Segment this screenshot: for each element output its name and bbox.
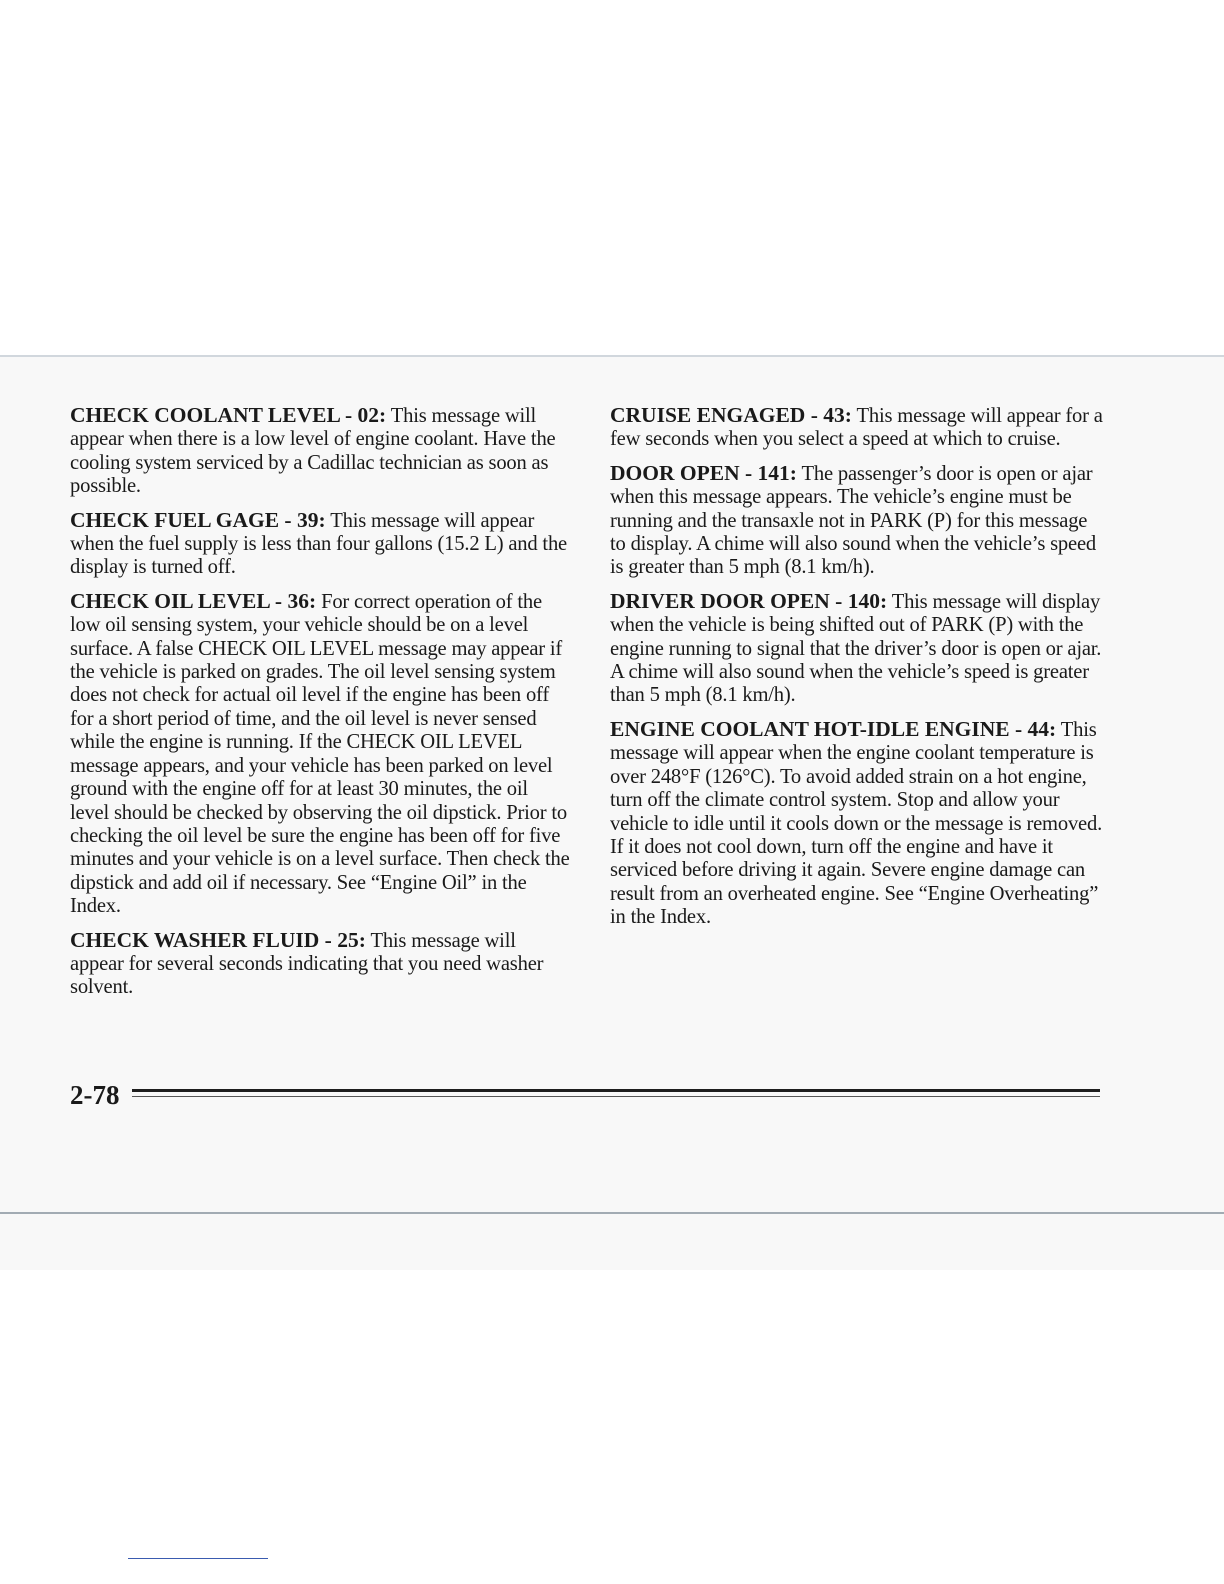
message-text: This message will appear when there is a low level of engine coolant. Have the cooling system serviced by a Cadillac technician as soon as possible. [70, 405, 556, 498]
scan-edge-bottom [0, 1212, 1224, 1214]
message-heading: CHECK FUEL GAGE - 39: [70, 507, 326, 532]
message-text: This message will display when the vehicle is being shifted out of PARK (P) with the engine running to signal that the driver’s door is open or ajar. A chime will also sound when the vehicle’s speed is greater than 5 mph (8.1 km/h). [610, 590, 1102, 707]
message-entry [610, 590, 1105, 708]
message-entry [610, 462, 1105, 580]
page-number: 2-78 [70, 1080, 120, 1110]
message-heading: CRUISE ENGAGED - 43: [610, 403, 852, 427]
message-entry [70, 404, 570, 499]
message-entry [70, 509, 570, 580]
footer-rule-thin [132, 1096, 1100, 1097]
message-text: This message will appear for a few seconds when you select a speed at which to cruise. [610, 405, 1103, 451]
message-text: For correct operation of the low oil sensing system, your vehicle should be on a level surface. A false CHECK OIL LEVEL message may appear if the vehicle is parked on grades. The oil level sensing system does not check for actual oil level if the engine has been off for a short period of time, and the oil level is never sensed while the engine is running. If the CHECK OIL LEVEL message appears, and your vehicle has been parked on level ground with the engine off for at least 30 minutes, the oil level should be checked by observing the oil dipstick. Prior to checking the oil level be sure the engine has been off for five minutes and your vehicle is on a level surface. Then check the dipstick and add oil if necessary. See “Engine Oil” in the Index. [70, 590, 570, 918]
message-text: This message will appear when the fuel supply is less than four gallons (15.2 L) and the display is turned off. [70, 509, 567, 579]
left-column [70, 404, 570, 1010]
right-column [610, 404, 1105, 940]
message-entry [610, 718, 1105, 930]
message-heading: ENGINE COOLANT HOT-IDLE ENGINE - 44: [610, 716, 1057, 741]
message-heading: DRIVER DOOR OPEN - 140: [610, 588, 888, 613]
message-text: This message will appear for several seconds indicating that you need washer solvent. [70, 929, 544, 999]
message-heading: CHECK COOLANT LEVEL - 02: [70, 403, 387, 427]
scan-edge-top [0, 355, 1224, 357]
message-entry [70, 590, 570, 919]
message-text: This message will appear when the engine coolant temperature is over 248°F (126°C). To avoid added strain on a hot engine, turn off the climate control system. Stop and allow your vehicle to idle until it cools down or the message is removed. If it does not cool down, turn off the engine and have it serviced before driving it again. Severe engine damage can result from an overheated engine. See “Engine Overheating” in the Index. [610, 718, 1103, 929]
message-heading: DOOR OPEN - 141: [610, 460, 797, 485]
message-heading: CHECK OIL LEVEL - 36: [70, 588, 317, 613]
message-entry [70, 929, 570, 1000]
message-text: The passenger’s door is open or ajar when this message appears. The vehicle’s engine must be running and the transaxle not in PARK (P) for this message to display. A chime will also sound when the vehicle’s speed is greater than 5 mph (8.1 km/h). [610, 462, 1096, 579]
footer-rule [132, 1089, 1100, 1092]
message-heading: CHECK WASHER FLUID - 25: [70, 927, 366, 952]
bottom-mark-line [128, 1558, 268, 1559]
message-entry [610, 404, 1105, 452]
